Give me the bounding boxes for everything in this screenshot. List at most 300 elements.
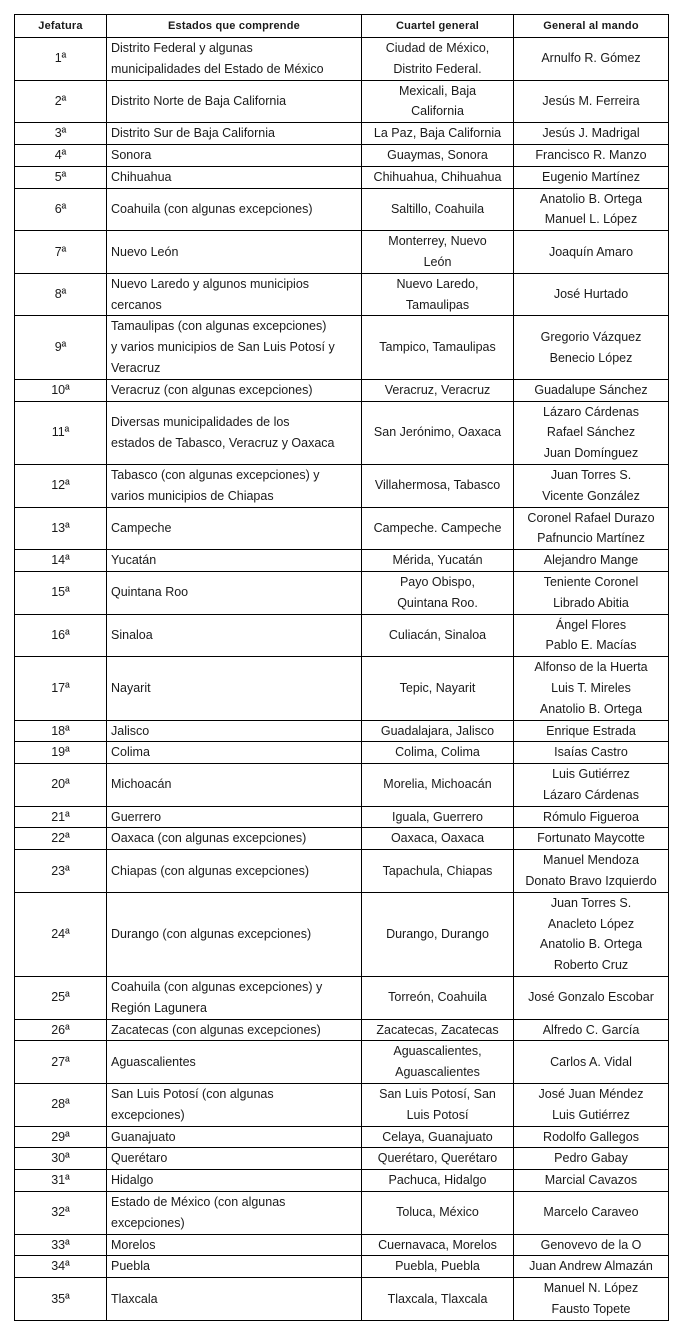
cell-estados-line: Quintana Roo — [111, 585, 189, 600]
cell-cuartel — [362, 166, 514, 188]
cell-general-line: Marcial Cavazos — [544, 1173, 638, 1188]
cell-cuartel — [362, 571, 514, 614]
cell-jefatura: 9ª — [15, 316, 107, 379]
jefaturas-table — [14, 14, 669, 1321]
cell-cuartel — [362, 80, 514, 123]
cell-estados-line: Zacatecas (con algunas excepciones) — [111, 1022, 321, 1037]
cell-jefatura: 22ª — [15, 828, 107, 850]
cell-jefatura: 5ª — [15, 166, 107, 188]
table-row — [15, 379, 669, 401]
cell-estados-line: Jalisco — [111, 723, 150, 738]
cell-estados — [107, 550, 362, 572]
cell-general-line: Roberto Cruz — [553, 958, 629, 973]
cell-cuartel — [362, 464, 514, 507]
cell-cuartel-line: La Paz, Baja California — [373, 126, 502, 141]
table-row — [15, 1126, 669, 1148]
cell-general — [514, 464, 669, 507]
cell-cuartel-line: Guaymas, Sonora — [387, 147, 488, 162]
cell-jefatura: 2ª — [15, 80, 107, 123]
cell-jefatura: 21ª — [15, 806, 107, 828]
cell-cuartel-line: Payo Obispo, — [399, 574, 476, 589]
cell-general-line: Rafael Sánchez — [546, 425, 636, 440]
cell-cuartel-line: Ciudad de México, — [385, 41, 490, 55]
cell-cuartel-line: Durango, Durango — [386, 927, 489, 942]
cell-cuartel — [362, 1019, 514, 1041]
cell-cuartel-line: Distrito Federal. — [393, 61, 482, 76]
cell-general-line: Vicente González — [542, 488, 640, 503]
cell-jefatura: 20ª — [15, 764, 107, 807]
cell-cuartel-line: Aguascalientes, — [393, 1044, 482, 1059]
cell-general-line: Fortunato Maycotte — [537, 831, 645, 846]
cell-jefatura: 6ª — [15, 188, 107, 231]
cell-estados — [107, 1256, 362, 1278]
cell-general — [514, 850, 669, 893]
cell-jefatura: 28ª — [15, 1084, 107, 1127]
table-row — [15, 1192, 669, 1235]
cell-estados-line: Aguascalientes — [111, 1054, 196, 1069]
cell-cuartel — [362, 273, 514, 316]
cell-estados — [107, 977, 362, 1020]
cell-estados-line: Guanajuato — [111, 1129, 176, 1144]
cell-jefatura: 17ª — [15, 657, 107, 720]
table-row — [15, 1041, 669, 1084]
table-row — [15, 166, 669, 188]
cell-cuartel — [362, 38, 514, 81]
cell-estados-line: Veracruz (con algunas excepciones) — [111, 382, 313, 397]
cell-estados-line: excepciones) — [111, 1215, 185, 1230]
cell-estados-line: Tamaulipas (con algunas excepciones) — [111, 319, 327, 334]
table-row — [15, 1278, 669, 1321]
cell-general — [514, 123, 669, 145]
cell-jefatura: 11ª — [15, 401, 107, 464]
cell-jefatura: 15ª — [15, 571, 107, 614]
cell-cuartel — [362, 614, 514, 657]
cell-general — [514, 977, 669, 1020]
cell-cuartel-line: Celaya, Guanajuato — [382, 1129, 493, 1144]
cell-jefatura: 16ª — [15, 614, 107, 657]
cell-cuartel-line: Monterrey, Nuevo — [388, 234, 487, 249]
cell-general — [514, 231, 669, 274]
cell-estados-line: Querétaro — [111, 1151, 168, 1166]
cell-estados — [107, 1126, 362, 1148]
cell-general — [514, 614, 669, 657]
cell-general-line: Benecio López — [549, 350, 633, 365]
cell-estados-line: Puebla — [111, 1259, 150, 1274]
cell-general-line: Librado Abitia — [553, 595, 629, 610]
table-row — [15, 1234, 669, 1256]
cell-general — [514, 892, 669, 976]
cell-general-line: Luis T. Mireles — [551, 680, 631, 695]
table-row — [15, 401, 669, 464]
cell-estados — [107, 401, 362, 464]
cell-cuartel-line: Tampico, Tamaulipas — [379, 340, 496, 355]
cell-cuartel-line: Culiacán, Sinaloa — [388, 627, 487, 642]
cell-cuartel-line: Tepic, Nayarit — [399, 680, 476, 695]
cell-cuartel — [362, 828, 514, 850]
cell-general-line: Coronel Rafael Durazo — [527, 510, 655, 525]
cell-jefatura: 8ª — [15, 273, 107, 316]
cell-estados — [107, 231, 362, 274]
cell-cuartel — [362, 764, 514, 807]
cell-estados-line: Hidalgo — [111, 1173, 154, 1188]
table-row — [15, 720, 669, 742]
cell-cuartel-line: California — [411, 104, 464, 119]
table-row — [15, 273, 669, 316]
cell-estados-line: Veracruz — [111, 360, 161, 375]
cell-cuartel — [362, 806, 514, 828]
cell-estados-line: municipalidades del Estado de México — [111, 61, 324, 76]
cell-jefatura: 24ª — [15, 892, 107, 976]
cell-cuartel-line: Chihuahua, Chihuahua — [373, 169, 502, 184]
cell-cuartel-line: Querétaro, Querétaro — [377, 1151, 498, 1166]
cell-estados — [107, 80, 362, 123]
cell-general — [514, 1148, 669, 1170]
cell-estados-line: Oaxaca (con algunas excepciones) — [111, 831, 307, 846]
cell-estados-line: Distrito Norte de Baja California — [111, 93, 287, 108]
cell-cuartel-line: Tapachula, Chiapas — [382, 863, 493, 878]
cell-general-line: Alejandro Mange — [543, 553, 639, 568]
table-row — [15, 1084, 669, 1127]
cell-general-line: Anacleto López — [547, 916, 635, 931]
cell-general-line: Genovevo de la O — [540, 1237, 642, 1252]
cell-estados — [107, 166, 362, 188]
table-row — [15, 144, 669, 166]
cell-cuartel-line: Veracruz, Veracruz — [384, 382, 491, 397]
cell-estados-line: Diversas municipalidades de los — [111, 414, 290, 429]
cell-general-line: Juan Domínguez — [543, 446, 639, 461]
cell-general-line: Francisco R. Manzo — [535, 147, 647, 162]
cell-general-line: Pedro Gabay — [554, 1151, 628, 1166]
table-row — [15, 1148, 669, 1170]
cell-general — [514, 1019, 669, 1041]
table-row — [15, 764, 669, 807]
cell-estados — [107, 1234, 362, 1256]
cell-jefatura: 34ª — [15, 1256, 107, 1278]
cell-general-line: Arnulfo R. Gómez — [541, 51, 641, 66]
cell-estados — [107, 507, 362, 550]
cell-jefatura: 18ª — [15, 720, 107, 742]
cell-cuartel — [362, 123, 514, 145]
cell-cuartel — [362, 1126, 514, 1148]
cell-jefatura: 7ª — [15, 231, 107, 274]
cell-estados-line: Michoacán — [111, 777, 172, 792]
cell-cuartel — [362, 1234, 514, 1256]
cell-cuartel-line: Iguala, Guerrero — [391, 809, 484, 824]
cell-cuartel — [362, 379, 514, 401]
cell-estados-line: Distrito Sur de Baja California — [111, 126, 275, 141]
cell-cuartel — [362, 231, 514, 274]
cell-jefatura: 31ª — [15, 1170, 107, 1192]
cell-general-line: José Juan Méndez — [538, 1087, 644, 1102]
table-row — [15, 850, 669, 893]
cell-estados-line: Coahuila (con algunas excepciones) — [111, 201, 313, 216]
table-row — [15, 80, 669, 123]
header-row — [15, 15, 669, 38]
cell-cuartel-line: Aguascalientes — [395, 1065, 480, 1080]
cell-general-line: Fausto Topete — [551, 1302, 631, 1317]
table-body — [15, 38, 669, 1321]
cell-general-line: José Gonzalo Escobar — [528, 990, 654, 1005]
cell-jefatura: 33ª — [15, 1234, 107, 1256]
table-row — [15, 550, 669, 572]
cell-cuartel — [362, 1084, 514, 1127]
cell-general — [514, 80, 669, 123]
cell-jefatura: 27ª — [15, 1041, 107, 1084]
cell-estados — [107, 123, 362, 145]
cell-estados-line: Chiapas (con algunas excepciones) — [111, 863, 310, 878]
cell-general — [514, 1084, 669, 1127]
cell-estados — [107, 828, 362, 850]
header-general: General al mando — [514, 15, 669, 38]
cell-cuartel-line: Oaxaca, Oaxaca — [390, 831, 485, 846]
cell-general-line: Luis Gutiérrez — [552, 1107, 630, 1122]
cell-general — [514, 507, 669, 550]
cell-estados-line: estados de Tabasco, Veracruz y Oaxaca — [111, 435, 335, 450]
cell-general — [514, 571, 669, 614]
cell-estados — [107, 571, 362, 614]
cell-jefatura: 35ª — [15, 1278, 107, 1321]
cell-cuartel-line: Quintana Roo. — [397, 595, 478, 610]
cell-cuartel — [362, 1256, 514, 1278]
cell-estados-line: Nayarit — [111, 680, 151, 695]
cell-general-line: Rómulo Figueroa — [543, 809, 639, 824]
cell-general-line: Alfredo C. García — [542, 1022, 640, 1037]
cell-estados — [107, 273, 362, 316]
cell-estados-line: Tabasco (con algunas excepciones) y — [111, 467, 320, 482]
cell-jefatura: 30ª — [15, 1148, 107, 1170]
cell-cuartel — [362, 1041, 514, 1084]
cell-cuartel — [362, 742, 514, 764]
cell-cuartel — [362, 1170, 514, 1192]
cell-general — [514, 1192, 669, 1235]
cell-general-line: Eugenio Martínez — [542, 169, 640, 184]
cell-jefatura: 29ª — [15, 1126, 107, 1148]
cell-cuartel — [362, 550, 514, 572]
cell-estados — [107, 1084, 362, 1127]
cell-general-line: Gregorio Vázquez — [540, 329, 642, 344]
cell-general-line: Anatolio B. Ortega — [539, 701, 643, 716]
cell-general-line: Pafnuncio Martínez — [537, 531, 645, 546]
cell-general-line: Enrique Estrada — [546, 723, 636, 738]
cell-estados — [107, 1170, 362, 1192]
cell-estados — [107, 850, 362, 893]
cell-estados — [107, 742, 362, 764]
cell-general — [514, 316, 669, 379]
cell-jefatura: 32ª — [15, 1192, 107, 1235]
cell-estados-line: Chihuahua — [111, 169, 172, 184]
table-row — [15, 1019, 669, 1041]
cell-estados — [107, 764, 362, 807]
cell-general-line: Ángel Flores — [555, 617, 627, 632]
table-row — [15, 316, 669, 379]
cell-estados-line: varios municipios de Chiapas — [111, 488, 274, 503]
cell-estados-line: Nuevo Laredo y algunos municipios — [111, 276, 310, 291]
cell-estados-line: Guerrero — [111, 809, 162, 824]
cell-general-line: Donato Bravo Izquierdo — [525, 874, 657, 889]
cell-general-line: Pablo E. Macías — [545, 638, 637, 653]
cell-cuartel-line: Guadalajara, Jalisco — [380, 723, 495, 738]
cell-cuartel-line: Tlaxcala, Tlaxcala — [387, 1291, 488, 1306]
cell-estados — [107, 379, 362, 401]
cell-general — [514, 764, 669, 807]
cell-cuartel-line: Zacatecas, Zacatecas — [376, 1022, 499, 1037]
cell-cuartel — [362, 977, 514, 1020]
cell-estados-line: Yucatán — [111, 553, 157, 568]
cell-estados-line: Coahuila (con algunas excepciones) y — [111, 980, 323, 995]
cell-cuartel — [362, 401, 514, 464]
cell-cuartel-line: Villahermosa, Tabasco — [374, 478, 501, 493]
cell-estados-line: Estado de México (con algunas — [111, 1195, 286, 1210]
cell-jefatura: 19ª — [15, 742, 107, 764]
cell-general — [514, 1278, 669, 1321]
cell-jefatura: 23ª — [15, 850, 107, 893]
cell-cuartel-line: San Luis Potosí, San — [379, 1087, 496, 1102]
cell-cuartel-line: Puebla, Puebla — [395, 1259, 480, 1274]
cell-cuartel-line: León — [423, 254, 452, 269]
cell-general-line: Alfonso de la Huerta — [534, 660, 648, 675]
cell-cuartel-line: Toluca, México — [396, 1205, 479, 1220]
cell-estados — [107, 464, 362, 507]
cell-general — [514, 273, 669, 316]
cell-jefatura: 14ª — [15, 550, 107, 572]
cell-general — [514, 38, 669, 81]
table-row — [15, 977, 669, 1020]
cell-estados — [107, 1192, 362, 1235]
table-row — [15, 571, 669, 614]
cell-general-line: Anatolio B. Ortega — [539, 937, 643, 952]
cell-estados-line: Tlaxcala — [111, 1291, 158, 1306]
cell-jefatura: 26ª — [15, 1019, 107, 1041]
table-row — [15, 614, 669, 657]
cell-estados — [107, 188, 362, 231]
cell-general-line: Lázaro Cárdenas — [543, 787, 639, 802]
cell-cuartel-line: Mexicali, Baja — [398, 83, 477, 98]
cell-estados-line: Durango (con algunas excepciones) — [111, 927, 312, 942]
cell-general-line: Juan Andrew Almazán — [529, 1259, 653, 1274]
table-row — [15, 892, 669, 976]
cell-estados-line: Distrito Federal y algunas — [111, 41, 253, 55]
cell-cuartel — [362, 144, 514, 166]
cell-estados — [107, 1041, 362, 1084]
cell-general — [514, 1256, 669, 1278]
cell-general — [514, 657, 669, 720]
cell-jefatura: 4ª — [15, 144, 107, 166]
cell-general — [514, 806, 669, 828]
cell-cuartel — [362, 850, 514, 893]
cell-general-line: Anatolio B. Ortega — [539, 191, 643, 206]
cell-estados-line: Sinaloa — [111, 627, 153, 642]
cell-estados — [107, 657, 362, 720]
cell-jefatura: 1ª — [15, 38, 107, 81]
cell-estados — [107, 38, 362, 81]
cell-estados-line: Nuevo León — [111, 244, 179, 259]
cell-cuartel — [362, 720, 514, 742]
cell-general — [514, 550, 669, 572]
cell-general — [514, 742, 669, 764]
cell-estados-line: excepciones) — [111, 1107, 185, 1122]
table-row — [15, 657, 669, 720]
cell-cuartel-line: Pachuca, Hidalgo — [388, 1173, 487, 1188]
cell-estados — [107, 316, 362, 379]
cell-jefatura: 12ª — [15, 464, 107, 507]
cell-estados — [107, 892, 362, 976]
cell-cuartel — [362, 507, 514, 550]
cell-estados — [107, 144, 362, 166]
cell-jefatura: 3ª — [15, 123, 107, 145]
cell-estados-line: Campeche — [111, 520, 172, 535]
table-row — [15, 1170, 669, 1192]
table-row — [15, 1256, 669, 1278]
cell-jefatura: 25ª — [15, 977, 107, 1020]
table-row — [15, 828, 669, 850]
cell-general — [514, 188, 669, 231]
cell-estados-line: Sonora — [111, 147, 152, 162]
table-row — [15, 38, 669, 81]
cell-cuartel-line: Campeche. Campeche — [373, 520, 502, 535]
cell-estados — [107, 806, 362, 828]
cell-estados-line: San Luis Potosí (con algunas — [111, 1087, 274, 1102]
table-row — [15, 188, 669, 231]
cell-general — [514, 401, 669, 464]
table-row — [15, 806, 669, 828]
cell-estados — [107, 720, 362, 742]
cell-cuartel — [362, 1192, 514, 1235]
cell-cuartel — [362, 1278, 514, 1321]
cell-general-line: Luis Gutiérrez — [552, 767, 630, 782]
table-row — [15, 231, 669, 274]
cell-general-line: Jesús M. Ferreira — [542, 93, 640, 108]
cell-cuartel-line: Torreón, Coahuila — [388, 990, 487, 1005]
cell-estados-line: y varios municipios de San Luis Potosí y — [111, 340, 335, 355]
cell-estados — [107, 614, 362, 657]
cell-general-line: Marcelo Caraveo — [543, 1205, 639, 1220]
header-estados: Estados que comprende — [107, 15, 362, 38]
cell-general-line: Juan Torres S. — [550, 467, 632, 482]
table-row — [15, 507, 669, 550]
cell-general — [514, 828, 669, 850]
cell-cuartel — [362, 892, 514, 976]
table-row — [15, 123, 669, 145]
cell-general-line: Rodolfo Gallegos — [543, 1129, 639, 1144]
cell-cuartel — [362, 316, 514, 379]
cell-jefatura: 10ª — [15, 379, 107, 401]
cell-estados-line: Región Lagunera — [111, 1000, 207, 1015]
cell-cuartel — [362, 657, 514, 720]
cell-cuartel-line: San Jerónimo, Oaxaca — [373, 425, 502, 440]
cell-general-line: Joaquín Amaro — [548, 244, 634, 259]
table-header — [15, 15, 669, 38]
cell-cuartel-line: Morelia, Michoacán — [383, 777, 492, 792]
cell-estados — [107, 1148, 362, 1170]
cell-general-line: Guadalupe Sánchez — [534, 382, 648, 397]
header-cuartel: Cuartel general — [362, 15, 514, 38]
cell-general — [514, 1126, 669, 1148]
cell-general-line: Carlos A. Vidal — [550, 1054, 632, 1069]
cell-general — [514, 166, 669, 188]
cell-general-line: Manuel Mendoza — [543, 853, 639, 868]
cell-general-line: Teniente Coronel — [543, 574, 639, 589]
table-row — [15, 742, 669, 764]
cell-general-line: Lázaro Cárdenas — [543, 404, 639, 419]
cell-general — [514, 1234, 669, 1256]
cell-general — [514, 720, 669, 742]
cell-general-line: Manuel N. López — [543, 1281, 639, 1296]
cell-estados — [107, 1278, 362, 1321]
cell-cuartel-line: Cuernavaca, Morelos — [378, 1237, 497, 1252]
table-row — [15, 464, 669, 507]
cell-cuartel-line: Colima, Colima — [395, 745, 480, 760]
cell-cuartel-line: Saltillo, Coahuila — [390, 201, 485, 216]
